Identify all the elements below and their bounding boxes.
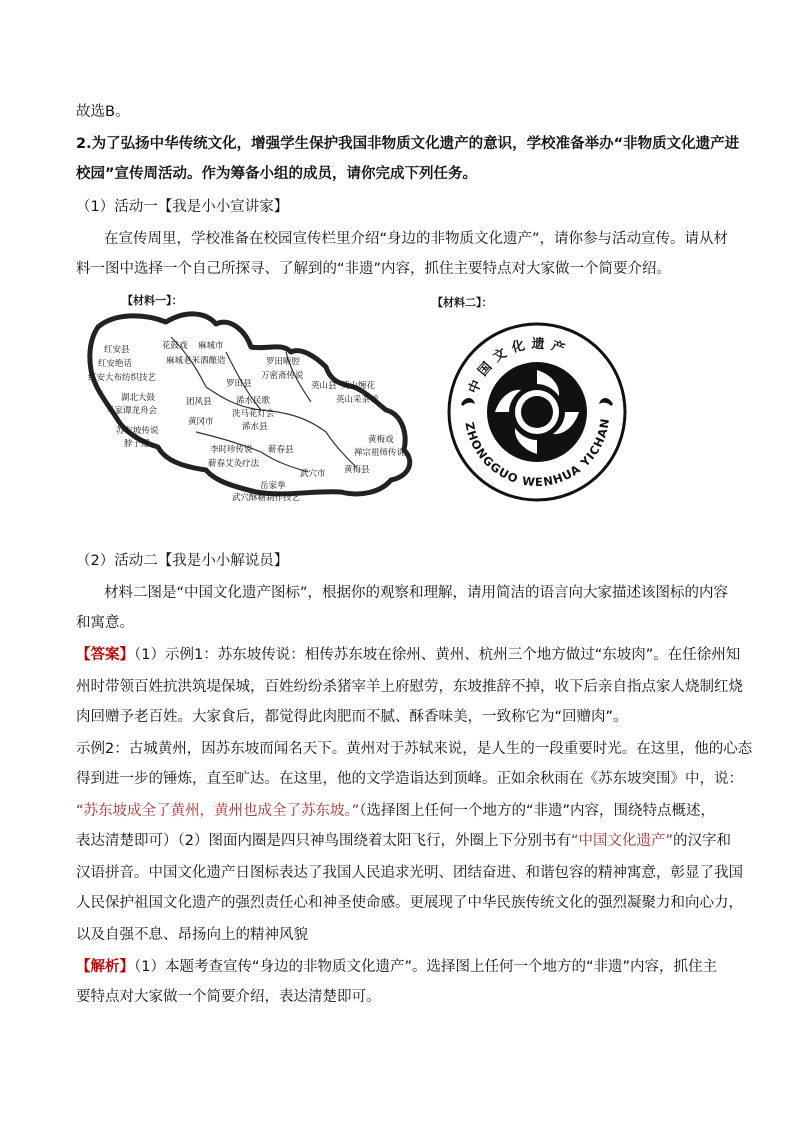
map-label: 团风县 bbox=[186, 397, 212, 407]
activity-2-heading: （2）活动二【我是小小解说员】 bbox=[76, 553, 289, 569]
map-label: 岳家拳 bbox=[260, 481, 286, 491]
map-label: 脖子逻 bbox=[124, 439, 150, 449]
map-label: 罗田畈腔 bbox=[266, 357, 301, 367]
map-label: 浠水民歌 bbox=[236, 396, 271, 406]
map-label: 苏东坡传说 bbox=[116, 426, 159, 436]
map-label: 蕲春县 bbox=[268, 445, 294, 455]
map-label: 黄冈市 bbox=[188, 417, 214, 427]
material-2-heritage-logo bbox=[425, 292, 650, 512]
analysis-tag: 【解析】 bbox=[76, 959, 134, 975]
answer-line-8: 汉语拼音。中国文化遗产日图标表达了我国人民追求光明、团结奋进、和谐包容的精神寓意，彰显了我国 bbox=[76, 865, 743, 881]
logo-chinese-text: 中国文化遗产 bbox=[466, 336, 573, 396]
map-label: 马家谭龙舟会 bbox=[106, 406, 158, 416]
map-label: 花鼓戏 bbox=[162, 341, 188, 351]
material-1-caption: 【材料一】： bbox=[122, 294, 183, 307]
activity-1-text-1: 在宣传周里，学校准备在校园宣传栏里介绍“身边的非物质文化遗产”，请你参与活动宣传。请从材 bbox=[104, 231, 729, 247]
map-label: 英山缠花 bbox=[341, 381, 376, 391]
map-label: 红安县 bbox=[104, 345, 130, 355]
answer-line-4: 示例2：古城黄州，因苏东坡而闻名天下。黄州对于苏轼来说，是人生的一段重要时光。在这里，他的心态 bbox=[76, 741, 753, 757]
quote-text: “中国文化遗产” bbox=[570, 833, 674, 849]
answer-line-2: 州时带领百姓抗洪筑堤保城，百姓纷纷杀猪宰羊上府慰劳，东坡推辞不掉，收下后亲自指点家人烧制红烧 bbox=[76, 679, 743, 695]
logo-pinyin-text: ZHONGGUO WENHUA YICHAN bbox=[462, 416, 613, 490]
answer-text: 的汉字和 bbox=[673, 833, 732, 849]
activity-2-text-2: 和寓意。 bbox=[76, 615, 134, 631]
analysis-line-1 bbox=[76, 957, 736, 977]
analysis-text: （1）本题考查宣传“身边的非物质文化遗产”。选择图上任何一个地方的“非遗”内容，抓住主 bbox=[134, 959, 718, 975]
quote-text: “苏东坡成全了黄州，黄州也成全了苏东坡。” bbox=[76, 803, 360, 819]
map-label: 黄梅戏 bbox=[368, 435, 394, 445]
map-label: 英山采茶戏 bbox=[336, 395, 379, 405]
map-label: 禅宗祖师传说 bbox=[354, 448, 406, 458]
material-1-map bbox=[86, 292, 446, 512]
answer-text: （选择图上任何一个地方的“非遗”内容，围绕特点概述， bbox=[359, 803, 716, 819]
map-label: 英山县 bbox=[311, 381, 337, 391]
answer-text: （1）示例1：苏东坡传说：相传苏东坡在徐州、黄州、杭州三个地方做过“东坡肉”。在任徐州知 bbox=[134, 647, 741, 663]
answer-line-7 bbox=[76, 831, 736, 851]
activity-2-text-1: 材料二图是“中国文化遗产图标”，根据你的观察和理解，请用简洁的语言向大家描述该图标的内容 bbox=[104, 585, 729, 601]
activity-1-text-2: 料一图中选择一个自己所探寻、了解到的“非遗”内容，抓住主要特点对大家做一个简要介绍。 bbox=[76, 261, 672, 277]
map-label: 洗马花灯会 bbox=[232, 409, 275, 419]
map-label: 武穴酥糖制作技艺 bbox=[232, 493, 301, 503]
map-label: 罗田县 bbox=[226, 379, 252, 389]
map-label: 红安大布纺织技艺 bbox=[88, 373, 157, 383]
map-label: 浠水县 bbox=[242, 422, 268, 432]
map-label: 湖北大鼓 bbox=[121, 393, 156, 403]
answer-line-5: 得到进一步的锤炼，直至旷达。在这里，他的文学造诣达到顶峰。正如余秋雨在《苏东坡突围》中，说： bbox=[76, 771, 743, 787]
map-label: 麻城市 bbox=[198, 341, 224, 351]
answer-line-1 bbox=[76, 645, 741, 665]
answer-line-6 bbox=[76, 801, 736, 821]
map-label: 麻城老米酒酿造 bbox=[166, 356, 226, 366]
analysis-line-2: 要特点对大家做一个简要介绍，表达清楚即可。 bbox=[76, 989, 381, 1005]
prev-answer: 故选B。 bbox=[76, 104, 130, 120]
map-label: 武穴市 bbox=[300, 469, 326, 479]
question-2-line2: 校园”宣传周活动。作为筹备小组的成员，请你完成下列任务。 bbox=[76, 166, 478, 182]
answer-line-3: 肉回赠予老百姓。大家食后，都觉得此肉肥而不腻、酥香味美，一致称它为“回赠肉”。 bbox=[76, 709, 628, 725]
answer-tag: 【答案】 bbox=[76, 647, 134, 663]
answer-line-10: 以及自强不息、昂扬向上的精神风貌 bbox=[76, 927, 308, 943]
map-label: 李时珍传说 bbox=[210, 445, 253, 455]
activity-1-heading: （1）活动一【我是小小宣讲家】 bbox=[76, 199, 289, 215]
map-label: 红安绝话 bbox=[98, 359, 133, 369]
answer-line-9: 人民保护祖国文化遗产的强烈责任心和神圣使命感。更展现了中华民族传统文化的强烈凝聚力和向心力， bbox=[76, 895, 743, 911]
question-2-line1: 2.为了弘扬中华传统文化，增强学生保护我国非物质文化遗产的意识，学校准备举办“非物质文化遗产进 bbox=[76, 136, 740, 152]
map-label: 蕲春艾灸疗法 bbox=[208, 459, 260, 469]
answer-text: 表达清楚即可）（2）图面内圈是四只神鸟围绕着太阳飞行，外圈上下分别书有 bbox=[76, 833, 571, 849]
map-label: 黄梅县 bbox=[344, 465, 370, 475]
map-label: 万密斋传说 bbox=[261, 371, 304, 381]
material-2-caption: 【材料二】： bbox=[432, 296, 493, 309]
